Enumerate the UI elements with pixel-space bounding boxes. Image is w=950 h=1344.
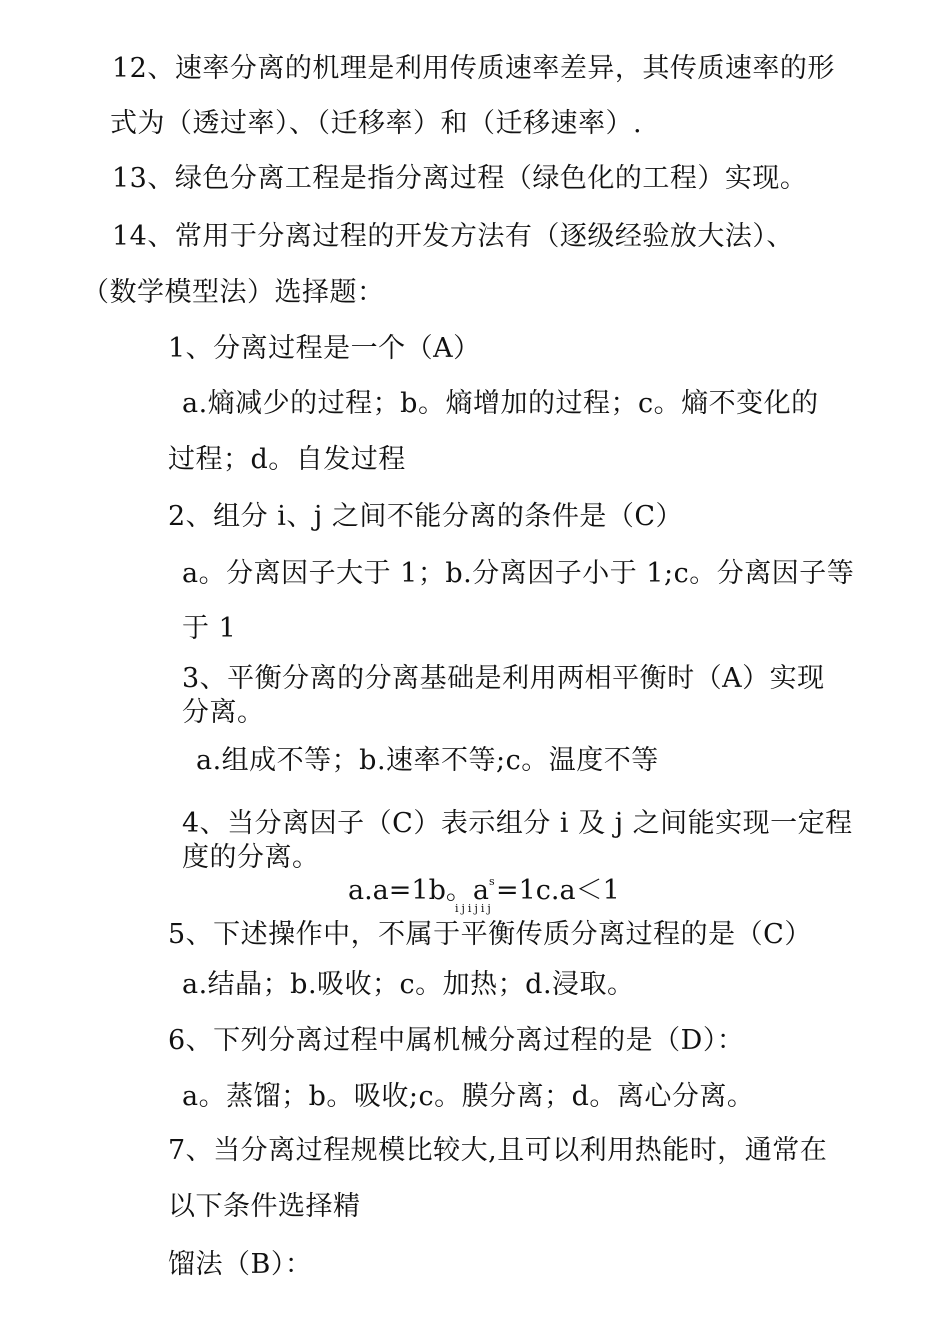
question-7-part3: 馏法（B）： [168,1249,313,1280]
question-5: 5、下述操作中，不属于平衡传质分离过程的是（C） [168,919,812,950]
question-2-options-part1: a。分离因子大于 1；b.分离因子小于 1;c。分离因子等 [182,558,855,589]
question-5-options: a.结晶；b.吸收；c。加热；d.浸取。 [182,969,635,1000]
question-3-options: a.组成不等；b.速率不等;c。温度不等 [196,745,659,776]
question-7-part1: 7、当分离过程规模比较大,且可以利用热能时，通常在 [168,1135,828,1166]
question-6: 6、下列分离过程中属机械分离过程的是（D）： [168,1025,745,1056]
text-line-q14-part2: （数学模型法）选择题： [82,277,385,308]
question-4-part1: 4、当分离因子（C）表示组分 i 及 j 之间能实现一定程 [182,808,853,839]
question-2-options-part2: 于 1 [182,613,237,644]
formula-subscripts: ijijij [455,902,494,915]
question-1-options-part1: a.熵减少的过程；b。熵增加的过程；c。熵不变化的 [182,388,819,419]
formula-main-b: =1c.a＜1 [495,875,620,906]
question-1: 1、分离过程是一个（A） [168,333,481,364]
text-line-q13: 13、绿色分离工程是指分离过程（绿色化的工程）实现。 [112,163,808,194]
question-1-options-part2: 过程；d。自发过程 [168,444,406,475]
text-line-q14-part1: 14、常用于分离过程的开发方法有（逐级经验放大法）、 [112,221,794,252]
question-6-options: a。蒸馏；b。吸收;c。膜分离；d。离心分离。 [182,1081,755,1112]
question-3-part1: 3、平衡分离的分离基础是利用两相平衡时（A）实现 [182,663,825,694]
text-line-q12-part2: 式为（透过率）、（迁移率）和（迁移速率）. [110,108,643,139]
formula-superscript: s [488,875,495,888]
question-2: 2、组分 i、j 之间不能分离的条件是（C） [168,501,684,532]
formula-main-a: a.a=1b。a [348,875,489,906]
question-3-part2: 分离。 [182,697,265,728]
question-7-part2: 以下条件选择精 [168,1191,361,1222]
question-4-part2: 度的分离。 [182,842,320,873]
text-line-q12-part1: 12、速率分离的机理是利用传质速率差异，其传质速率的形 [112,53,835,84]
